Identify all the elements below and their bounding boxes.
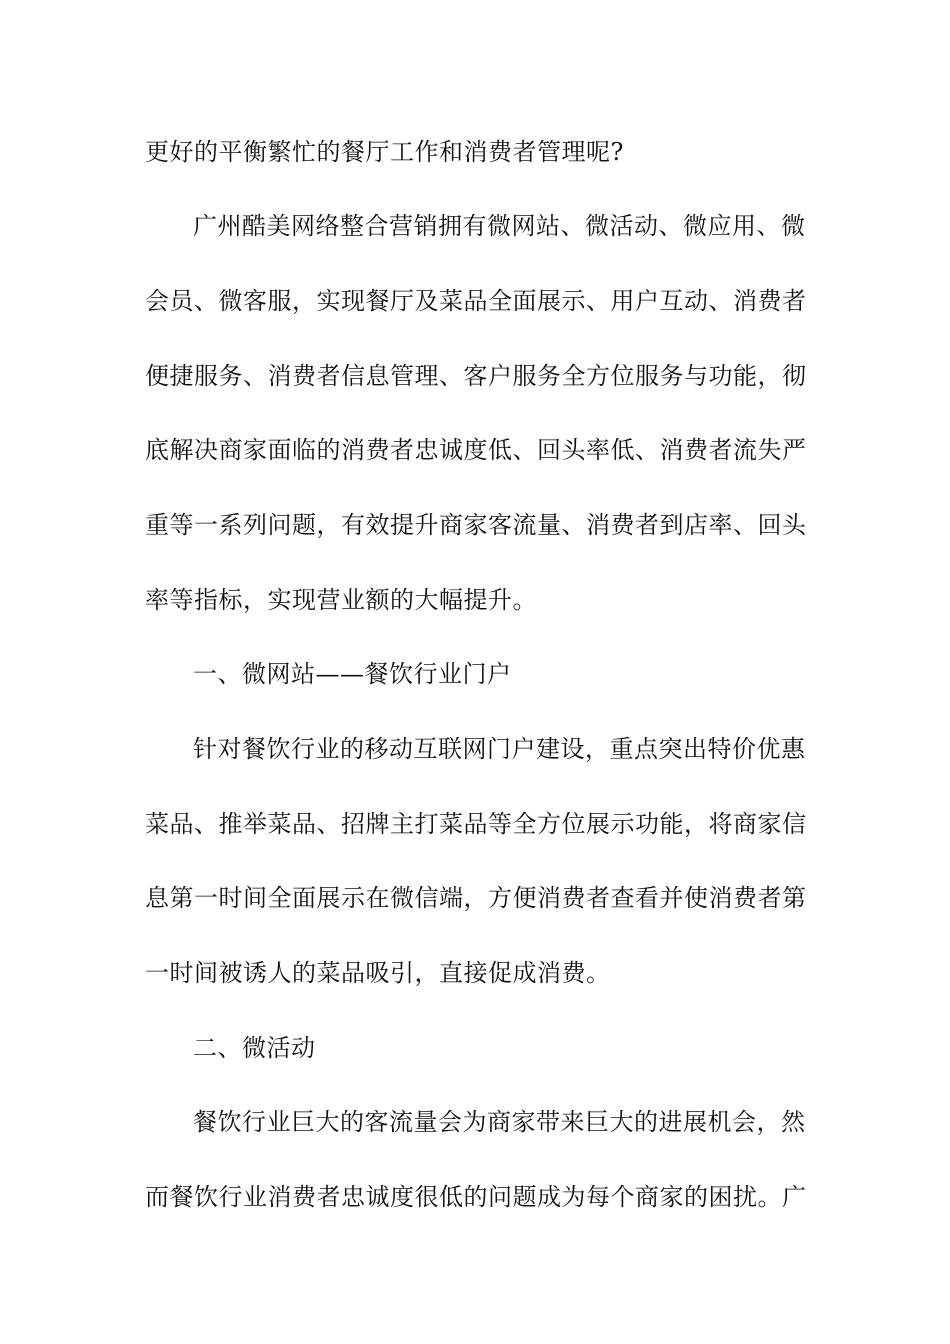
paragraph-line: 餐饮行业巨大的客流量会为商家带来巨大的进展机会，然 <box>193 1108 806 1136</box>
paragraph-line: 会员、微客服，实现餐厅及菜品全面展示、用户互动、消费者 <box>145 287 807 315</box>
section-heading: 二、微活动 <box>193 1034 316 1062</box>
paragraph-line: 一时间被诱人的菜品吸引，直接促成消费。 <box>145 959 611 987</box>
paragraph-line: 率等指标，实现营业额的大幅提升。 <box>145 586 537 614</box>
paragraph-line: 菜品、推举菜品、招牌主打菜品等全方位展示功能，将商家信 <box>145 810 807 838</box>
paragraph-line: 重等一系列问题，有效提升商家客流量、消费者到店率、回头 <box>145 511 807 539</box>
paragraph-line: 底解决商家面临的消费者忠诚度低、回头率低、消费者流失严 <box>145 436 807 464</box>
paragraph-line: 针对餐饮行业的移动互联网门户建设，重点突出特价优惠 <box>193 735 806 763</box>
paragraph-line: 息第一时间全面展示在微信端，方便消费者查看并使消费者第 <box>145 884 807 912</box>
paragraph-line: 而餐饮行业消费者忠诚度很低的问题成为每个商家的困扰。广 <box>145 1183 807 1211</box>
paragraph-line: 便捷服务、消费者信息管理、客户服务全方位服务与功能，彻 <box>145 362 807 390</box>
section-heading: 一、微网站——餐饮行业门户 <box>193 660 512 688</box>
paragraph-line: 广州酷美网络整合营销拥有微网站、微活动、微应用、微 <box>193 212 806 240</box>
paragraph-line: 更好的平衡繁忙的餐厅工作和消费者管理呢? <box>145 138 624 166</box>
